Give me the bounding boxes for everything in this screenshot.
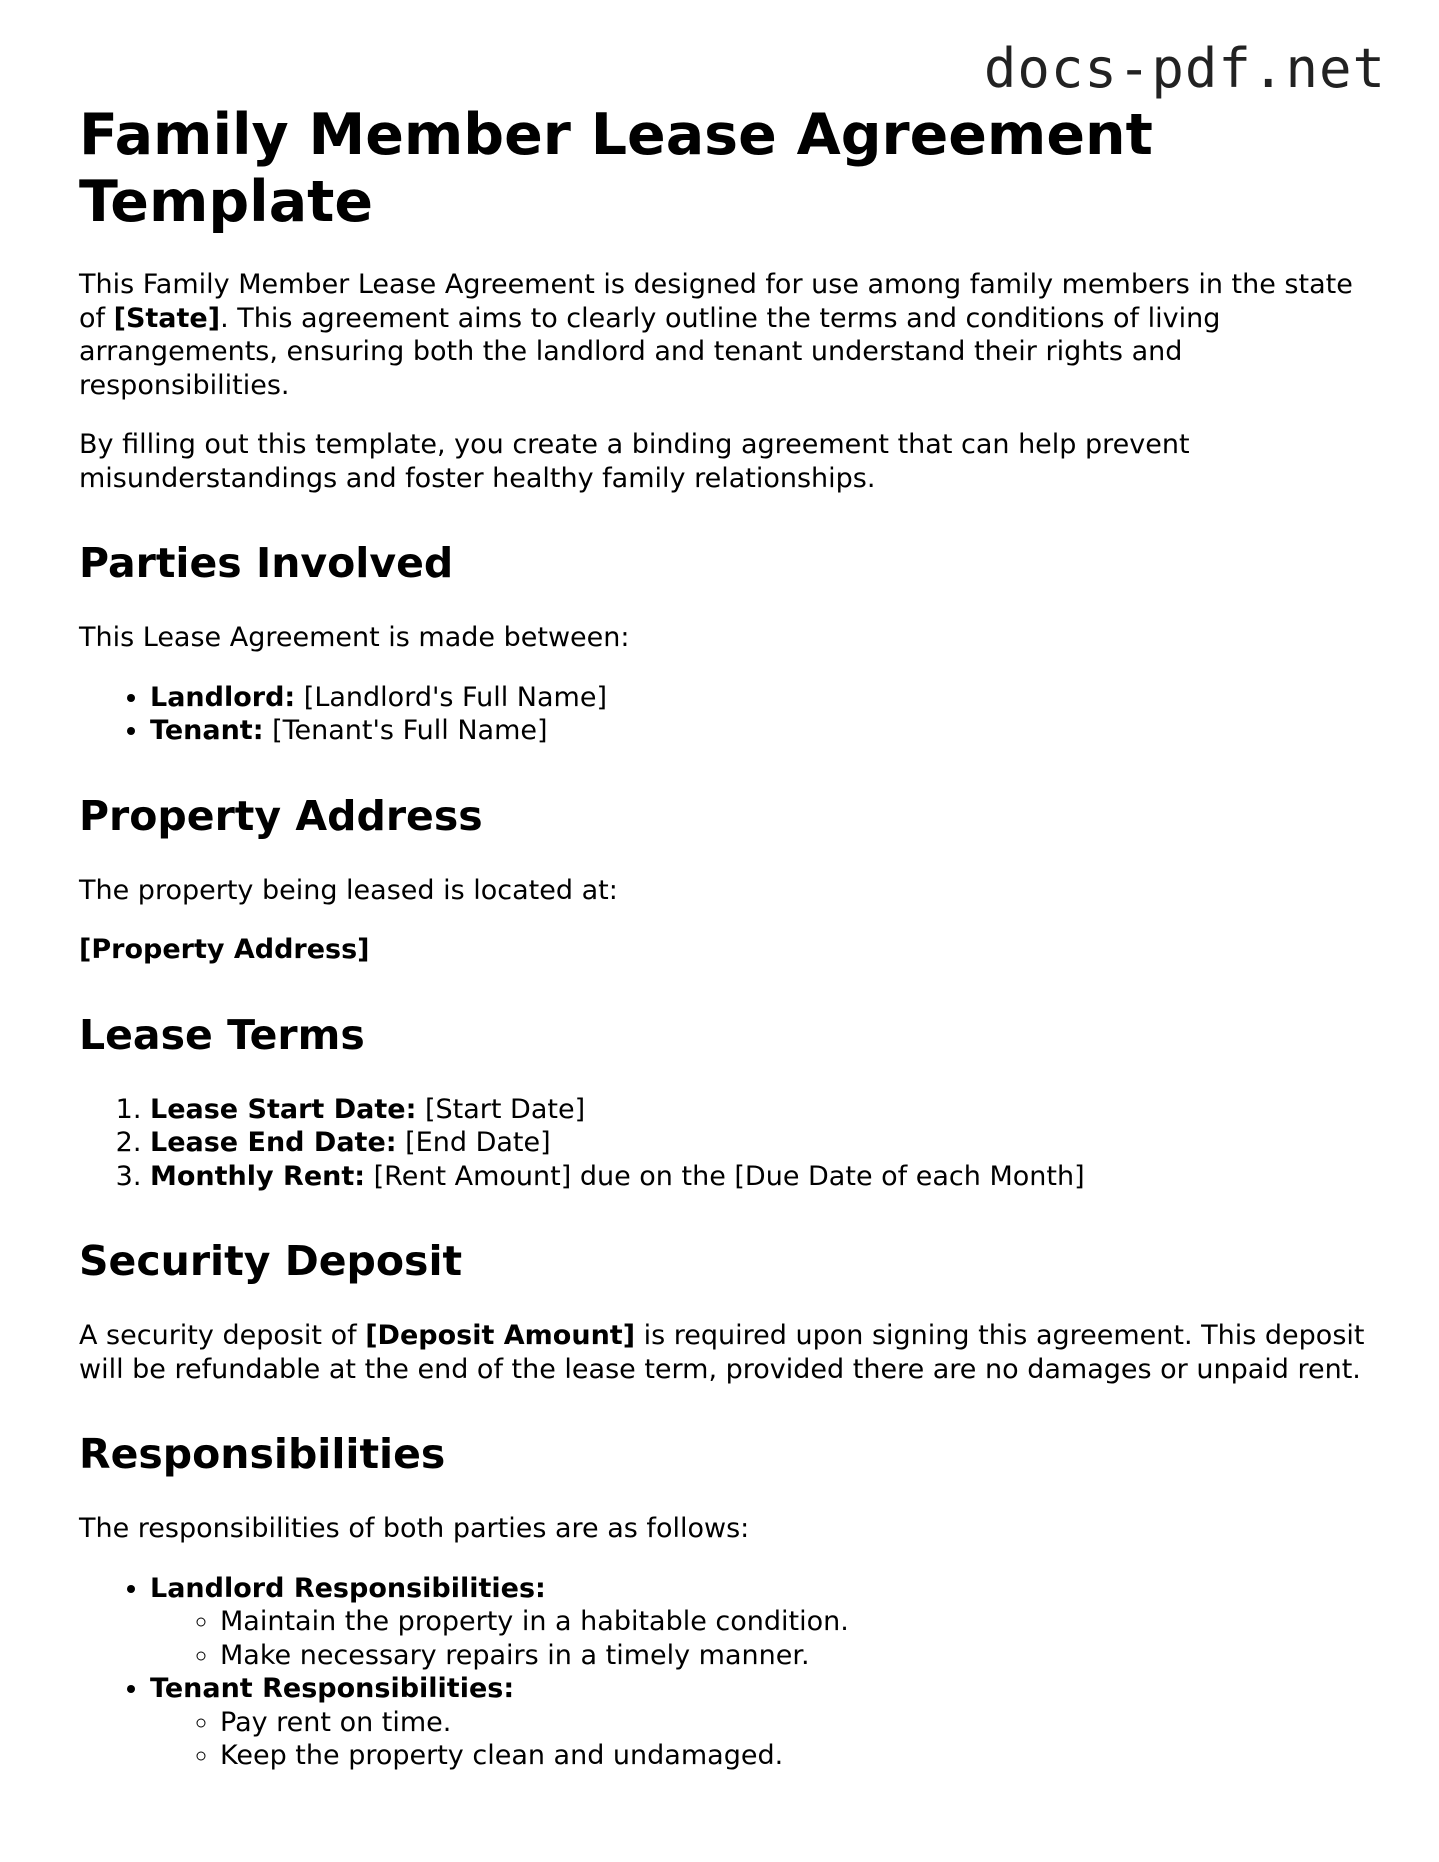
intro-text-after: . This agreement aims to clearly outline the terms and conditions of living arrangements, ensuring both the landlord and tenant understand their rights and responsibilities.	[79, 302, 1221, 401]
property-heading: Property Address	[79, 791, 483, 840]
landlord-label: Landlord:	[150, 681, 296, 713]
monthly-rent-value: [Rent Amount] due on the [Due Date of each Month]	[365, 1160, 1085, 1192]
tenant-value: [Tenant's Full Name]	[263, 715, 548, 746]
property-lead: The property being leased is located at:	[79, 874, 618, 906]
lease-terms-list	[79, 1093, 1369, 1194]
intro-paragraph-2: By filling out this template, you create a binding agreement that can help prevent misunderstandings and foster healthy family relationships.	[79, 429, 1190, 494]
list-item	[150, 681, 1369, 715]
document-content	[79, 268, 1369, 1799]
page-title: Family Member Lease Agreement Template	[79, 102, 1153, 235]
deposit-text-after: is required upon signing this agreement. This deposit will be refundable at the end of the lease term, provided there are no damages or unpaid rent.	[79, 1320, 1365, 1385]
list-item	[150, 1126, 1369, 1160]
intro-paragraph-1	[79, 268, 1369, 402]
list-item: ◦ Maintain the property in a habitable condition.	[220, 1605, 1369, 1639]
landlord-value: [Landlord's Full Name]	[295, 681, 607, 713]
watermark: docs-pdf.net	[983, 37, 1386, 100]
intro-text-before: This Family Member Lease Agreement is designed for use among family members in the state of	[79, 269, 1353, 334]
responsibilities-heading: Responsibilities	[79, 1430, 446, 1478]
start-date-value: [Start Date]	[416, 1093, 586, 1125]
list-item	[150, 1093, 1369, 1127]
monthly-rent-label: Monthly Rent:	[150, 1160, 366, 1192]
tenant-label: Tenant:	[150, 715, 264, 746]
property-address-placeholder: [Property Address]	[79, 934, 370, 965]
parties-list	[79, 681, 1369, 748]
parties-lead: This Lease Agreement is made between:	[79, 622, 630, 653]
state-placeholder: [State]	[113, 302, 221, 334]
deposit-text-before: A security deposit of	[79, 1320, 366, 1351]
parties-heading: Parties Involved	[79, 539, 454, 587]
list-item	[150, 1572, 1369, 1673]
list-item	[150, 1160, 1369, 1194]
deposit-amount-placeholder: [Deposit Amount]	[365, 1320, 636, 1351]
list-item	[150, 714, 1369, 748]
responsibilities-lead: The responsibilities of both parties are as follows:	[79, 1513, 750, 1544]
list-item: ◦ Keep the property clean and undamaged.	[220, 1739, 1369, 1773]
list-item: ◦ Make necessary repairs in a timely manner.	[220, 1639, 1369, 1673]
tenant-responsibilities-list	[150, 1706, 1369, 1773]
deposit-paragraph	[79, 1319, 1369, 1386]
responsibilities-list	[79, 1572, 1369, 1773]
tenant-responsibilities-label: Tenant Responsibilities:	[150, 1673, 515, 1704]
end-date-value: [End Date]	[396, 1127, 551, 1158]
lease-terms-heading: Lease Terms	[79, 1010, 365, 1059]
landlord-responsibilities-list	[150, 1605, 1369, 1672]
start-date-label: Lease Start Date:	[150, 1093, 417, 1125]
property-address	[79, 933, 1369, 967]
deposit-heading: Security Deposit	[79, 1237, 463, 1285]
list-item: ◦ Pay rent on time.	[220, 1706, 1369, 1740]
end-date-label: Lease End Date:	[150, 1127, 397, 1158]
landlord-responsibilities-label: Landlord Responsibilities:	[150, 1572, 546, 1604]
list-item	[150, 1672, 1369, 1773]
